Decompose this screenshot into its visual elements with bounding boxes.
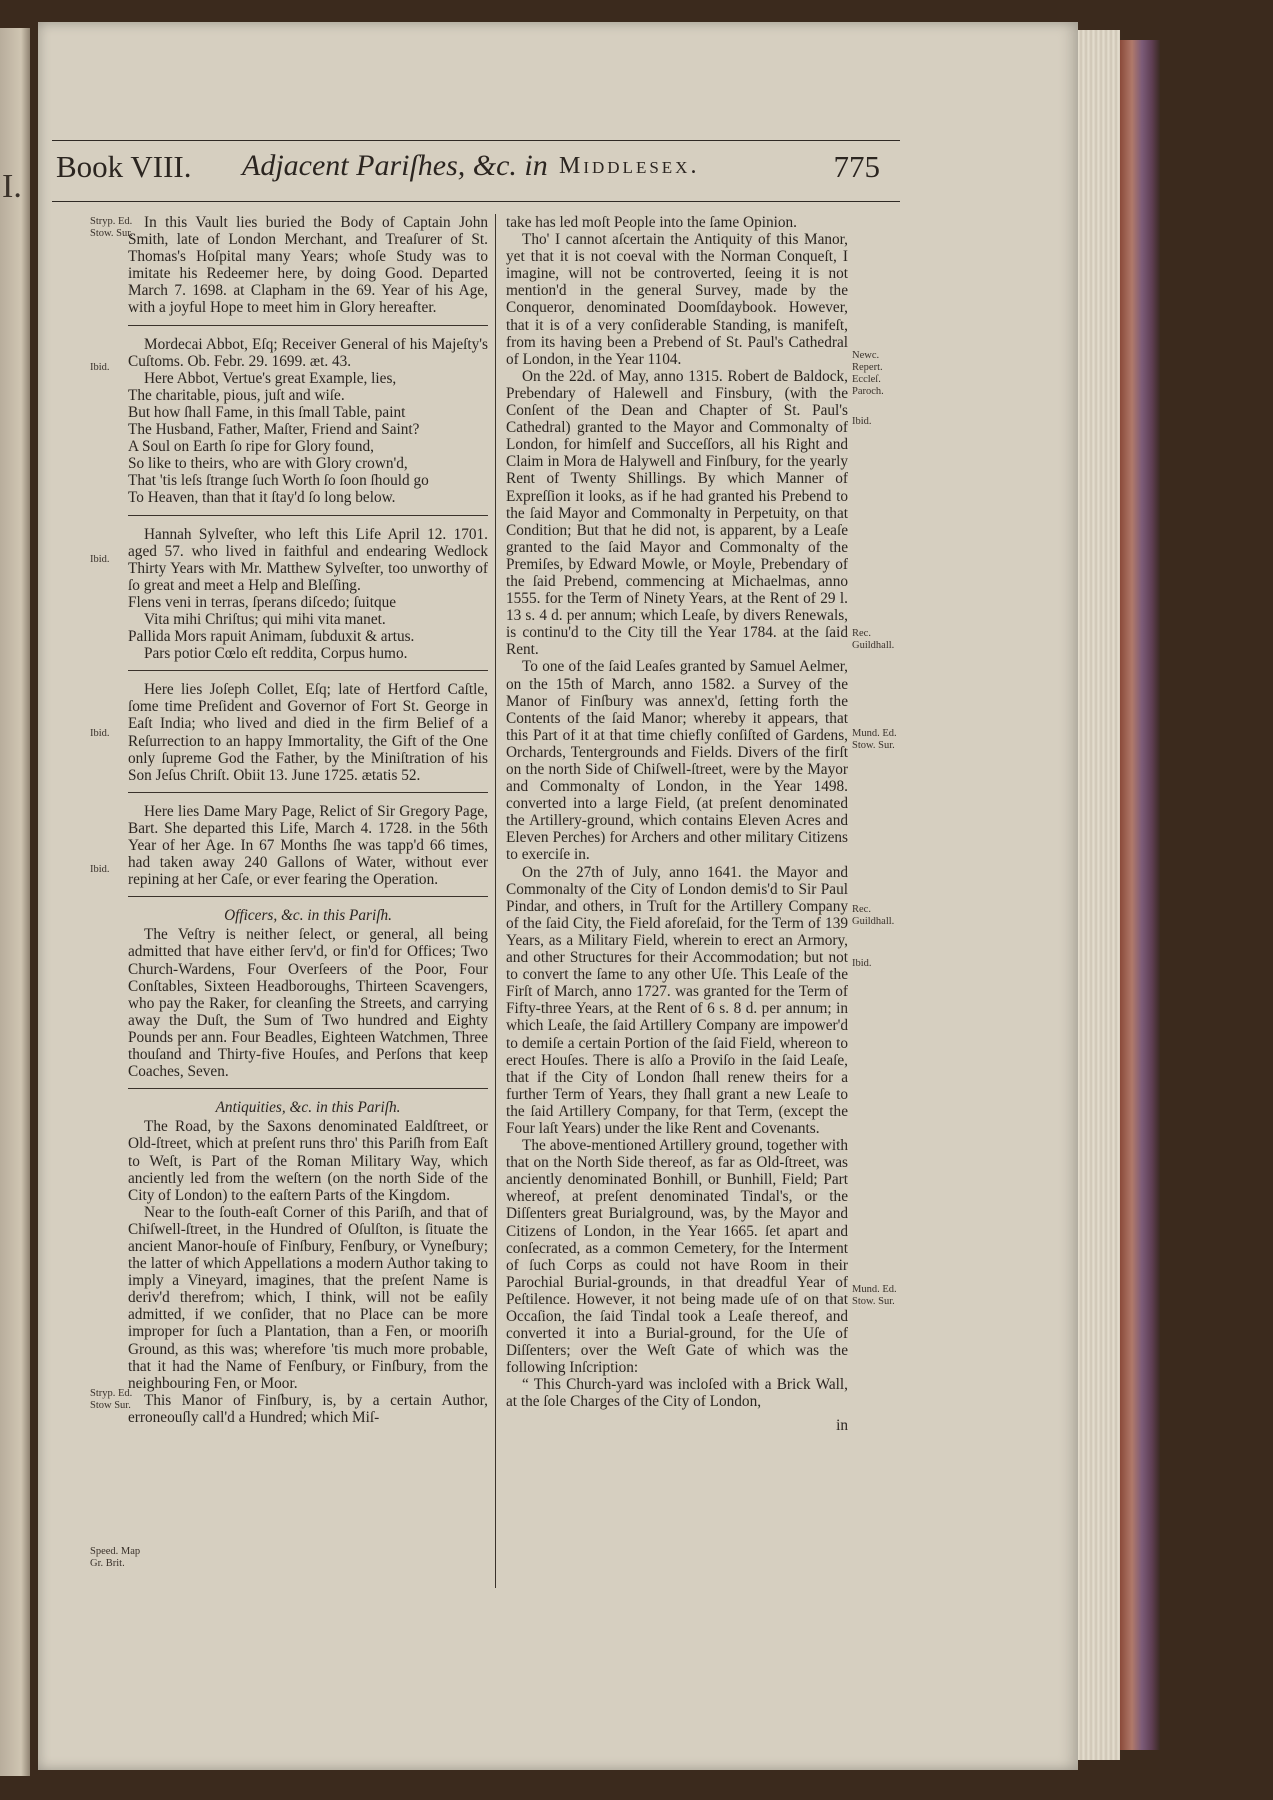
paragraph: In this Vault lies buried the Body of Captain John Smith, late of London Merchant, and Treaſurer of St. Thomas's Hoſpital many Years; whoſe Study was to imitate his Redeemer here, by doing Good. Departed March 7. 1698. at Clapham in the 69. Year of his Age, with a joyful Hope to meet him in Glory hereafter. — [128, 214, 488, 317]
paragraph: To one of the ſaid Leaſes granted by Samuel Aelmer, on the 15th of March, anno 1582. a Survey of the Manor of Finſbury was annex'd, ſetting forth the Contents of the ſaid Manor; whereby it appears, that this Part of it at that time chiefly conſiſted of Gardens, Orchards, Tentergrounds and Fields. Divers of the firſt on the north Side of Chiſwell-ſtreet, were by the Mayor and Commonalty of London, in the Year 1498. converted into a large Field, (at preſent denominated the Artillery-ground, which contains Eleven Acres and Eleven Perches) for Archers and other military Citizens to exerciſe in. — [506, 658, 848, 864]
paragraph: Here lies Dame Mary Page, Relict of Sir Gregory Page, Bart. She departed this Life, March 4. 1728. in the 56th Year of her Age. In 67 Months ſhe was tapp'd 66 times, had taken away 240 Gallons of Water, without ever repining at her Caſe, or ever fearing the Operation. — [128, 802, 488, 889]
paragraph: Mordecai Abbot, Eſq; Receiver General of his Majeſty's Cuſtoms. Ob. Febr. 29. 1699. æt. 43. — [128, 335, 488, 370]
column-divider — [495, 214, 496, 1588]
paragraph: Hannah Sylveſter, who left this Life April 12. 1701. aged 57. who lived in faithful and endearing Wedlock Thirty Years with Mr. Matthew Sylveſter, too unworthy of ſo great and meet a Help and Bleſſing. — [128, 525, 488, 594]
verse-line: Here Abbot, Vertue's great Example, lies, — [144, 369, 397, 387]
paragraph: “ This Church-yard was incloſed with a Brick Wall, at the ſole Charges of the City of London, — [506, 1376, 848, 1411]
header-title: Adjacent Pariſhes, &c. in — [242, 149, 548, 182]
section-rule — [128, 515, 488, 516]
verse-line: The charitable, pious, juſt and wiſe. — [128, 386, 345, 404]
paragraph: Near to the ſouth-eaſt Corner of this Pariſh, and that of Chiſwell-ſtreet, in the Hundred of Oſulſton, is ſituate the ancient Manor-houſe of Finſbury, Fenſbury, or Vyneſbury; the latter of which Appellations a modern Author taking to imply a Vineyard, imagines, that the preſent Name is deriv'd therefrom; which, I think, will not be eaſily admitted, if we conſider, that no Place can be more improper for ſuch a Plantation, than a Fen, or mooriſh Ground, as this was; wherefore 'tis much more probable, that it had the Name of Fenſbury, or Finſbury, from the neighbouring Fen, or Moor. — [128, 1203, 488, 1392]
book-label: Book VIII. — [56, 149, 192, 184]
verse-line: A Soul on Earth ſo ripe for Glory found, — [128, 438, 374, 456]
verse-line: Vita mihi Chriſtus; qui mihi vita manet. — [144, 610, 386, 628]
running-header — [52, 140, 900, 202]
section-rule — [128, 896, 488, 897]
paragraph: The Veſtry is neither ſelect, or general, all being admitted that have either ſerv'd, or fin'd for Offices; Two Church-Wardens, Four Overſeers of the Poor, Four Conſtables, Sixteen Headboroughs, Thirteen Scavengers, who pay the Raker, for cleanſing the Streets, and carrying away the Duſt, the Sum of Two hundred and Eighty Pounds per ann. Four Beadles, Eighteen Watchmen, Three thouſand and Thirty-five Houſes, and Perſons that keep Coaches, Seven. — [128, 926, 488, 1081]
margin-note: Ibid. — [90, 728, 110, 739]
verse-line: Flens veni in terras, ſperans diſcedo; ſuitque — [128, 593, 397, 611]
section-heading: Officers, &c. in this Pariſh. — [224, 907, 392, 925]
verse-line: Pallida Mors rapuit Animam, ſubduxit & artus. — [128, 628, 415, 646]
margin-note: Ibid. — [90, 362, 110, 373]
verse-line: So like to theirs, who are with Glory crown'd, — [128, 455, 408, 473]
margin-note: Ibid. — [90, 554, 110, 565]
section-rule — [128, 792, 488, 793]
margin-note: Rec. Guildhall. — [852, 904, 895, 927]
paragraph: Tho' I cannot aſcertain the Antiquity of this Manor, yet that it is not coeval with the Norman Conqueſt, I imagine, will not be controverted, ſeeing it is not mention'd in the general Survey, made by the Conqueror, denominated Doomſdaybook. However, that it is of a very conſiderable Standing, is manifeſt, from its having been a Prebend of St. Paul's Cathedral of London, in the Year 1104. — [506, 231, 848, 368]
verse-line: But how ſhall Fame, in this ſmall Table, paint — [128, 403, 406, 421]
margin-note: Mund. Ed. Stow. Sur. — [852, 728, 897, 751]
section-rule — [128, 670, 488, 671]
margin-note: Newc. Repert. Eccleſ. Paroch. — [852, 350, 884, 397]
section-rule — [128, 1088, 488, 1089]
facing-page-edge — [0, 28, 30, 1776]
margin-note: Rec. Guildhall. — [852, 628, 895, 651]
verse-line: That 'tis leſs ſtrange ſuch Worth ſo ſoon ſhould go — [128, 472, 429, 490]
verse-line: Pars potior Cœlo eſt reddita, Corpus humo. — [144, 645, 408, 663]
paragraph: On the 22d. of May, anno 1315. Robert de Baldock, Prebendary of Halewell and Finsbury, (with the Conſent of the Dean and Chapter of St. Paul's Cathedral) granted to the Mayor and Commonalty of London, for himſelf and Succeſſors, all his Right and Claim in Mora de Halywell and Finſbury, for the yearly Rent of Twenty Shillings. By which Manner of Expreſſion it looks, as if he had granted his Prebend to the ſaid Mayor and Commonalty in Perpetuity, on that Condition; But that he did not, is apparent, by a Leaſe granted to the ſaid Mayor and Commonalty of the Premiſes, by Edward Mowle, or Moyle, Prebendary of the ſaid Prebend, commencing at Michaelmas, anno 1555. for the Term of Ninety Years, at the Rent of 29 l. 13 s. 4 d. per annum; which Leaſe, by divers Renewals, is continu'd to the City till the Year 1784. at the ſaid Rent. — [506, 367, 848, 659]
facing-page-fragment: I. — [2, 168, 22, 205]
margin-note: Stryp. Ed. Stow. Sur. — [90, 216, 133, 239]
catchword: in — [836, 1416, 848, 1434]
margin-note: Stryp. Ed. Stow Sur. — [90, 1388, 133, 1411]
paragraph: The above-mentioned Artillery ground, together with that on the North Side thereof, as far as Old-ſtreet, was anciently denominated Bonhill, or Bunhill, Field; Part whereof, at preſent denominated Tindal's, or the Diſſenters great Burialground, was, by the Mayor and Citizens of London, in the Year 1665. ſet apart and conſecrated, as a common Cemetery, for the Interment of ſuch Corps as could not have Room in their Parochial Burial-grounds, in that dreadful Year of Peſtilence. However, it not being made uſe of on that Occaſion, the ſaid Tindal took a Leaſe thereof, and converted it into a Burial-ground, for the Uſe of Diſſenters; over the Weſt Gate of which was the following Inſcription: — [506, 1137, 848, 1377]
margin-note: Mund. Ed. Stow. Sur. — [852, 1284, 897, 1307]
margin-note: Ibid. — [90, 864, 110, 875]
verse-line: The Husband, Father, Maſter, Friend and Saint? — [128, 421, 420, 439]
left-column — [128, 214, 488, 1426]
margin-note: Speed. Map Gr. Brit. — [90, 1546, 141, 1569]
section-heading: Antiquities, &c. in this Pariſh. — [215, 1099, 401, 1117]
verse-line: To Heaven, than that it ſtay'd ſo long below. — [128, 489, 396, 507]
paragraph: The Road, by the Saxons denominated Ealdſtreet, or Old-ſtreet, which at preſent runs thro' this Pariſh from Eaſt to Weſt, is Part of the Roman Military Way, which anciently led from the weſtern (on the north Side of the City of London) to the eaſtern Parts of the Kingdom. — [128, 1118, 488, 1204]
section-rule — [128, 325, 488, 326]
page-number: 775 — [833, 149, 880, 184]
header-county: Middlesex. — [559, 153, 700, 179]
marbled-edge — [1120, 40, 1160, 1750]
paragraph: On the 27th of July, anno 1641. the Mayor and Commonalty of the City of London demis'd to Sir Paul Pindar, and others, in Truſt for the Artillery Company of the ſaid City, the Field aforeſaid, for the Term of 139 Years, as a Military Field, wherein to erect an Armory, and other Structures for their Accommodation; but not to convert the ſame to any other Uſe. This Leaſe of the Firſt of March, anno 1727. was granted for the Term of Fifty-three Years, at the Rent of 6 s. 8 d. per annum; in which Leaſe, the ſaid Artillery Company are impower'd to demiſe a certain Portion of the ſaid Field, whereon to erect Houſes. There is alſo a Proviſo in the ſaid Leaſe, that if the City of London ſhall renew theirs for a further Term of Years, they ſhall grant a new Leaſe to the ſaid Artillery Company, for that Term, (except the Four laſt Years) under the like Rent and Covenants. — [506, 863, 848, 1137]
margin-note: Ibid. — [852, 958, 872, 969]
paragraph: Here lies Joſeph Collet, Eſq; late of Hertford Caſtle, ſome time Preſident and Governor of Fort St. George in Eaſt India; who lived and died in the firm Belief of a Reſurrection to an happy Immortality, the Gift of the One only ſupreme God the Father, by the Miniſtration of his Son Jeſus Chriſt. Obiit 13. June 1725. ætatis 52. — [128, 681, 488, 784]
right-column — [506, 214, 848, 1434]
paragraph: This Manor of Finſbury, is, by a certain Author, erroneouſly call'd a Hundred; which Miſ- — [128, 1391, 488, 1426]
margin-note: Ibid. — [852, 416, 872, 427]
page-block-edge — [1078, 30, 1120, 1760]
paragraph: take has led moſt People into the ſame Opinion. — [506, 214, 798, 231]
